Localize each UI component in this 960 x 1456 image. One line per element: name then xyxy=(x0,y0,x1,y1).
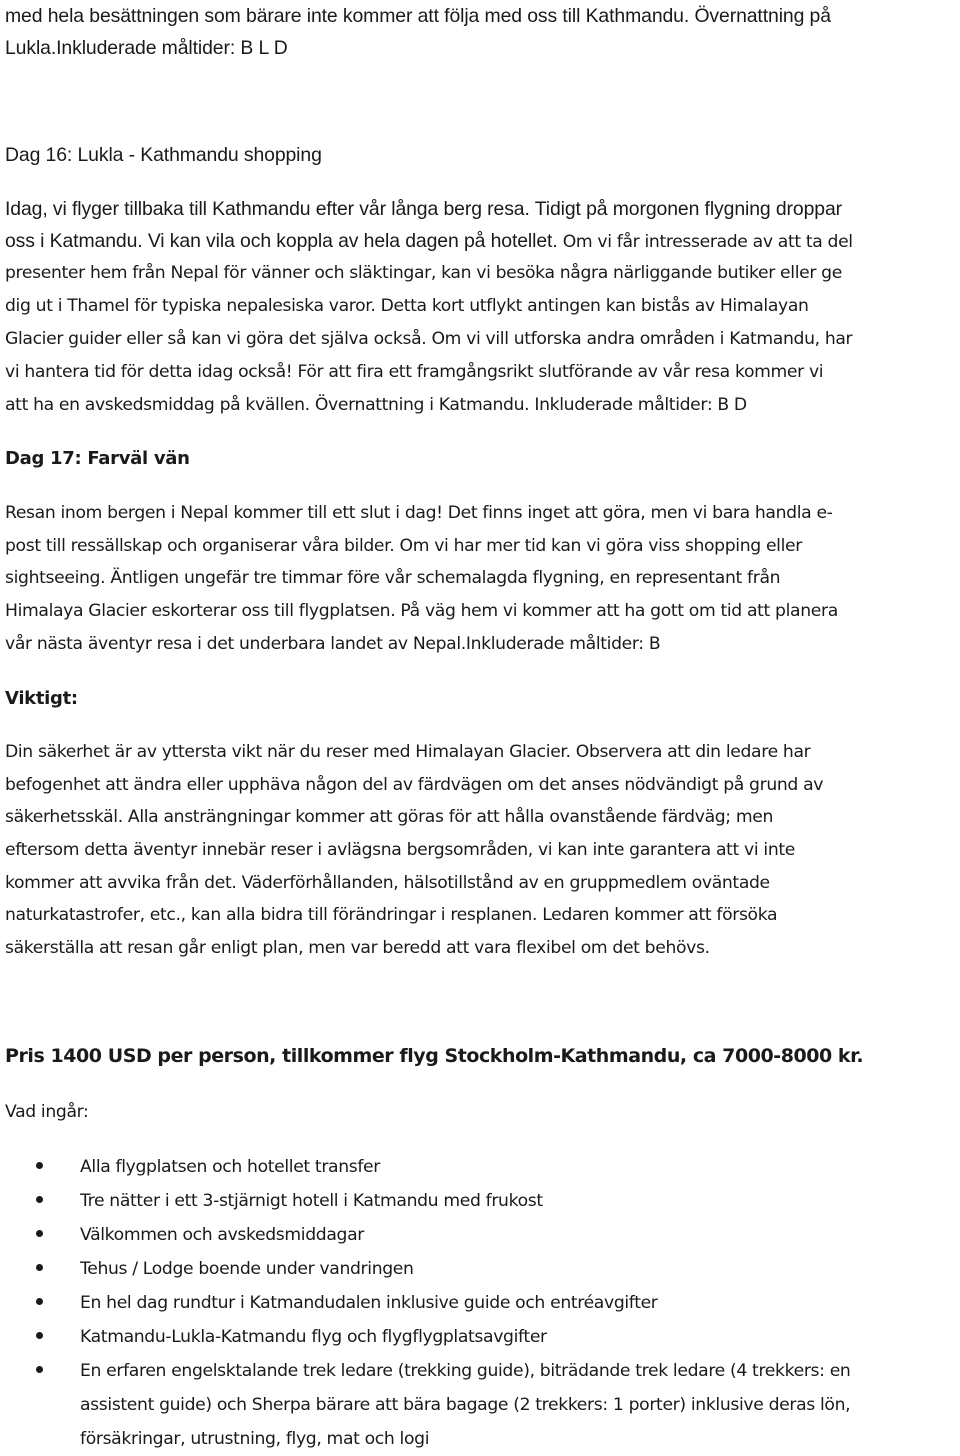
list-item-text: försäkringar, utrustning, flyg, mat och logi xyxy=(80,1429,430,1449)
important-line: naturkatastrofer, etc., kan alla bidra till förändringar i resplanen. Ledaren kommer att försöka xyxy=(5,905,778,925)
list-item-text: assistent guide) och Sherpa bärare att bära bagage (2 trekkers: 1 porter) inklusive deras lön, xyxy=(80,1395,851,1415)
list-item-text: Tehus / Lodge boende under vandringen xyxy=(80,1259,414,1279)
list-item xyxy=(5,1286,960,1320)
included-heading: Vad ingår: xyxy=(5,1102,89,1122)
important-line: kommer att avvika från det. Väderförhållanden, hälsotillstånd av en gruppmedlem oväntade xyxy=(5,873,770,893)
price-line: Pris 1400 USD per person, tillkommer flyg Stockholm-Kathmandu, ca 7000-8000 kr. xyxy=(5,1045,864,1067)
important-line: befogenhet att ändra eller upphäva någon del av färdvägen om det anses nödvändigt på grund av xyxy=(5,775,824,795)
important-line: eftersom detta äventyr innebär reser i avlägsna bergsområden, vi kan inte garantera att vi inte xyxy=(5,840,795,860)
list-item-text: Katmandu-Lukla-Katmandu flyg och flygflygplatsavgifter xyxy=(80,1327,547,1347)
important-line: säkerhetsskäl. Alla ansträngningar kommer att göras för att hålla ovanstående färdväg; men xyxy=(5,807,774,827)
day17-line: sightseeing. Äntligen ungefär tre timmar före vår schemalagda flygning, en representant från xyxy=(5,568,781,588)
day16-line: dig ut i Thamel för typiska nepalesiska varor. Detta kort utflykt antingen kan bistås av Himalayan xyxy=(5,296,809,316)
day16-line: presenter hem från Nepal för vänner och släktingar, kan vi besöka några närliggande butiker eller ge xyxy=(5,263,842,283)
list-item-text: Tre nätter i ett 3-stjärnigt hotell i Katmandu med frukost xyxy=(80,1191,543,1211)
day16-line: vi hantera tid för detta idag också! För att fira ett framgångsrikt slutförande av vår resa kommer vi xyxy=(5,362,824,382)
bullet-icon xyxy=(36,1298,43,1305)
day17-heading: Dag 17: Farväl vän xyxy=(5,448,190,469)
intro-line: Lukla.Inkluderade måltider: B L D xyxy=(5,37,288,59)
list-item xyxy=(5,1150,960,1184)
list-item-text: En erfaren engelsktalande trek ledare (trekking guide), biträdande trek ledare (4 trekkers: en xyxy=(80,1361,851,1381)
day17-line: Himalaya Glacier eskorterar oss till flygplatsen. På väg hem vi kommer att ha gott om tid att planera xyxy=(5,601,838,621)
bullet-icon xyxy=(36,1230,43,1237)
intro-line: med hela besättningen som bärare inte kommer att följa med oss till Kathmandu. Övernattning på xyxy=(5,5,831,27)
list-item-text: En hel dag rundtur i Katmandudalen inklusive guide och entréavgifter xyxy=(80,1293,658,1313)
important-heading: Viktigt: xyxy=(5,688,78,709)
bullet-icon xyxy=(36,1332,43,1339)
day17-line: post till ressällskap och organiserar våra bilder. Om vi har mer tid kan vi göra viss shopping eller xyxy=(5,536,802,556)
bullet-icon xyxy=(36,1264,43,1271)
day16-line: Glacier guider eller så kan vi göra det själva också. Om vi vill utforska andra områden i Katmandu, har xyxy=(5,329,853,349)
day16-line-part-a: oss i Katmandu. Vi kan vila och koppla av hela dagen på hotellet. xyxy=(5,230,558,252)
list-item xyxy=(5,1354,960,1456)
list-item xyxy=(5,1320,960,1354)
list-item-text: Välkommen och avskedsmiddagar xyxy=(80,1225,364,1245)
bullet-icon xyxy=(36,1366,43,1373)
list-item xyxy=(5,1218,960,1252)
day16-heading: Dag 16: Lukla - Kathmandu shopping xyxy=(5,144,322,166)
included-list xyxy=(5,1150,960,1456)
important-line: säkerställa att resan går enligt plan, men var beredd att vara flexibel om det behövs. xyxy=(5,938,710,958)
day16-line-mixed xyxy=(5,225,853,258)
day16-line: att ha en avskedsmiddag på kvällen. Övernattning i Katmandu. Inkluderade måltider: B D xyxy=(5,395,747,415)
day17-line: vår nästa äventyr resa i det underbara landet av Nepal.Inkluderade måltider: B xyxy=(5,634,661,654)
day16-line: Idag, vi flyger tillbaka till Kathmandu efter vår långa berg resa. Tidigt på morgonen flygning droppar xyxy=(5,198,843,220)
day17-line: Resan inom bergen i Nepal kommer till ett slut i dag! Det finns inget att göra, men vi bara handla e- xyxy=(5,503,833,523)
list-item xyxy=(5,1184,960,1218)
day16-line-part-b: Om vi får intresserade av att ta del xyxy=(557,232,853,252)
list-item xyxy=(5,1252,960,1286)
bullet-icon xyxy=(36,1162,43,1169)
bullet-icon xyxy=(36,1196,43,1203)
list-item-text: Alla flygplatsen och hotellet transfer xyxy=(80,1157,381,1177)
important-line: Din säkerhet är av yttersta vikt när du reser med Himalayan Glacier. Observera att din ledare har xyxy=(5,742,811,762)
